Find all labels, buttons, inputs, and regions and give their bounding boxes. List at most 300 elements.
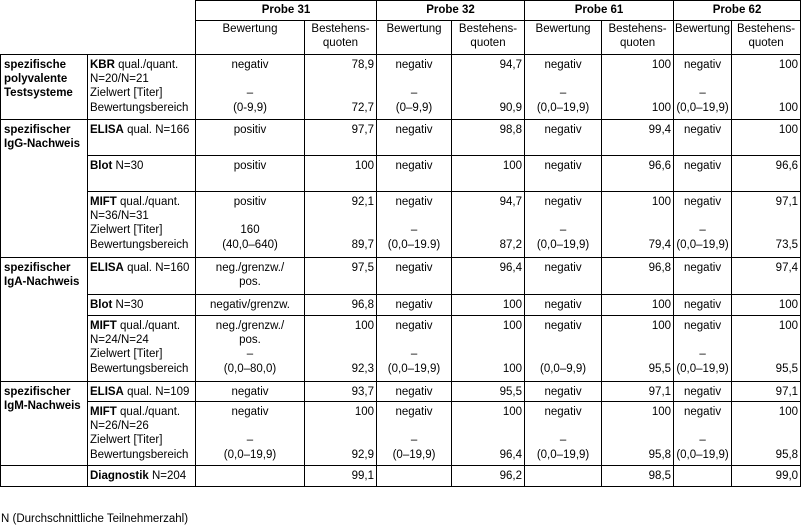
test-detail: Bewertungsbereich	[90, 101, 189, 114]
quote-value: 96,2	[452, 466, 525, 487]
quote-cell	[305, 295, 377, 316]
bewertung-value: (0–19,9)	[392, 448, 436, 461]
group-label	[1, 382, 88, 466]
quote-value	[732, 333, 798, 347]
bewertung-value: (0,0–9,9)	[540, 362, 587, 375]
bewertung-cell	[674, 402, 732, 466]
quote-value: 100	[651, 59, 672, 71]
test-detail: N=20/N=21	[90, 73, 149, 86]
test-detail: qual. N=160	[123, 262, 190, 274]
test-name: MIFT	[90, 320, 117, 332]
bewertung-value: (0,0–80,0)	[223, 362, 277, 375]
bewertung-value: negativ	[395, 262, 433, 274]
quote-value: 99,4	[648, 124, 672, 136]
bewertung-value: –	[699, 87, 706, 100]
group-label	[1, 120, 88, 258]
bewertung-value: (0,0–19,9)	[676, 362, 729, 375]
quote-value	[305, 275, 374, 289]
quote-cell	[452, 120, 525, 156]
quote-value: 100	[651, 101, 672, 114]
bewertung-cell	[674, 120, 732, 156]
sample-header: Probe 31	[196, 1, 377, 21]
bewertung-value: –	[410, 434, 418, 447]
quote-value: 92,1	[351, 196, 375, 208]
bewertung-cell	[196, 316, 305, 382]
bewertung-value: (0,0–19,9)	[676, 101, 729, 114]
bewertung-value	[674, 72, 731, 86]
quote-value	[732, 72, 798, 86]
quote-cell	[732, 382, 801, 402]
quote-cell	[305, 156, 377, 192]
quote-value: 100	[354, 406, 375, 418]
bewertung-cell	[525, 120, 602, 156]
quote-cell	[305, 316, 377, 382]
quote-value	[602, 419, 671, 433]
footnote: N (Durchschnittliche Teilnehmerzahl)	[1, 513, 189, 525]
quote-value	[305, 223, 374, 237]
sample-header: Probe 61	[525, 1, 674, 21]
col-header-bewertung: Bewertung	[525, 21, 602, 55]
bewertung-value	[196, 72, 304, 86]
quote-value: 97,1	[775, 386, 799, 398]
bewertung-value: negativ	[231, 59, 269, 71]
bewertung-value: –	[559, 87, 567, 100]
quote-cell	[602, 192, 674, 258]
bewertung-value: –	[410, 87, 418, 100]
bewertung-value: negativ	[684, 196, 722, 208]
bewertung-value: negativ	[395, 59, 433, 71]
quote-value: 94,7	[499, 59, 523, 71]
bewertung-value	[525, 275, 601, 289]
bewertung-cell	[674, 316, 732, 382]
bewertung-value: negativ	[544, 59, 582, 71]
test-name: ELISA	[90, 124, 124, 136]
quote-value: 73,5	[775, 238, 799, 251]
bewertung-value: (0,0–19,9)	[536, 101, 590, 114]
test-detail: Zielwert [Titer]	[90, 87, 163, 100]
bewertung-value: (0–9,9)	[395, 101, 433, 114]
bewertung-value: negativ	[395, 406, 433, 418]
test-detail: N=24/N=24	[90, 334, 149, 347]
quote-value	[452, 223, 522, 237]
bewertung-value	[674, 333, 731, 347]
quote-value: 92,9	[351, 448, 375, 461]
quote-value: 90,9	[499, 101, 523, 114]
quote-value: 100	[778, 101, 799, 114]
bewertung-value: negativ/grenzw.	[210, 299, 290, 311]
bewertung-value	[674, 209, 731, 223]
bewertung-value: positiv	[233, 160, 267, 172]
test-detail: qual./quant.	[116, 406, 181, 418]
bewertung-cell	[674, 466, 732, 487]
group-label-line: IgM-Nachweis	[4, 400, 81, 413]
quote-value: 72,7	[351, 101, 375, 114]
test-detail: N=26/N=26	[90, 420, 149, 433]
bewertung-value: negativ	[395, 160, 433, 172]
quote-value	[602, 223, 671, 237]
quote-value	[732, 223, 798, 237]
quote-value: 100	[651, 320, 672, 332]
bewertung-value: negativ	[395, 386, 433, 398]
bewertung-value	[377, 419, 451, 433]
test-detail: N=30	[112, 160, 144, 172]
bewertung-value: negativ	[544, 386, 582, 398]
bewertung-cell	[196, 402, 305, 466]
quote-cell	[602, 120, 674, 156]
bewertung-value: –	[246, 348, 254, 361]
quote-value: 100	[502, 160, 523, 172]
bewertung-value: (0,0–19,9)	[536, 448, 590, 461]
quote-cell	[732, 295, 801, 316]
group-label-line: spezifischer	[4, 386, 71, 398]
bewertung-cell	[377, 120, 452, 156]
bewertung-value: –	[246, 87, 254, 100]
bewertung-value: negativ	[684, 406, 722, 418]
quote-value: 99,0	[732, 466, 801, 487]
quote-value: 92,3	[351, 362, 375, 375]
quote-value	[732, 275, 798, 289]
quote-value: 100	[651, 196, 672, 208]
bewertung-value: (0,0–19,9)	[536, 238, 590, 251]
col-header-quote-line: Bestehens-	[311, 23, 370, 35]
quote-value: 98,8	[499, 124, 523, 136]
bewertung-cell	[196, 382, 305, 402]
quote-value: 100	[502, 320, 523, 332]
bewertung-cell	[674, 295, 732, 316]
bewertung-value	[377, 209, 451, 223]
bewertung-value: –	[410, 348, 418, 361]
table-row	[1, 55, 801, 120]
test-cell	[88, 156, 196, 192]
col-header-quote	[452, 21, 525, 55]
group-label-line: IgG-Nachweis	[4, 138, 81, 151]
bewertung-value	[377, 72, 451, 86]
bewertung-value: negativ	[395, 196, 433, 208]
bewertung-value	[674, 419, 731, 433]
bewertung-cell	[525, 192, 602, 258]
col-header-quote-line: quoten	[322, 37, 359, 50]
group-label	[1, 55, 88, 120]
quote-cell	[452, 402, 525, 466]
test-detail: Zielwert [Titer]	[90, 348, 163, 361]
test-cell	[88, 120, 196, 156]
quote-value: 96,4	[499, 262, 523, 274]
col-header-quote	[305, 21, 377, 55]
bewertung-value	[525, 333, 601, 347]
quote-value: 95,5	[775, 362, 799, 375]
group-label-line: spezifischer	[4, 262, 71, 274]
quote-cell	[305, 258, 377, 295]
quote-value: 97,1	[648, 386, 672, 398]
quote-value: 100	[778, 320, 799, 332]
quote-value	[305, 433, 374, 447]
quote-value	[305, 86, 374, 100]
col-header-quote-line: Bestehens-	[458, 23, 518, 35]
bewertung-cell	[525, 156, 602, 192]
quote-value	[452, 419, 522, 433]
bewertung-value: pos.	[239, 334, 261, 347]
test-detail: Zielwert [Titer]	[90, 224, 163, 237]
col-header-quote-line: Bestehens-	[608, 23, 667, 35]
test-detail: qual./quant.	[116, 196, 181, 208]
bewertung-cell	[525, 382, 602, 402]
bewertung-cell	[525, 258, 602, 295]
quote-value	[732, 347, 798, 361]
col-header-bewertung: Bewertung	[674, 21, 732, 55]
quote-cell	[602, 402, 674, 466]
col-header-quote	[602, 21, 674, 55]
quote-value: 95,5	[499, 386, 523, 398]
quote-value	[602, 72, 671, 86]
test-name: Diagnostik	[90, 470, 149, 482]
quote-cell	[602, 382, 674, 402]
bewertung-value: negativ	[684, 299, 722, 311]
bewertung-value: negativ	[395, 124, 433, 136]
bewertung-value: neg./grenzw./	[215, 320, 285, 332]
quote-value	[305, 347, 374, 361]
col-header-quote-line: quoten	[619, 37, 656, 50]
quote-value	[452, 347, 522, 361]
quote-value	[452, 275, 522, 289]
sample-header: Probe 62	[674, 1, 801, 21]
bewertung-value: (0,0–19,9)	[387, 362, 441, 375]
test-cell	[88, 402, 196, 466]
quote-value	[452, 86, 522, 100]
table-row	[1, 120, 801, 156]
quote-cell	[732, 402, 801, 466]
bewertung-value: negativ	[544, 320, 582, 332]
bewertung-value	[525, 72, 601, 86]
bewertung-cell	[377, 402, 452, 466]
bewertung-value: (0,0–19,9)	[223, 448, 277, 461]
quote-value: 94,7	[499, 196, 523, 208]
test-cell	[88, 466, 196, 487]
col-header-bewertung: Bewertung	[196, 21, 305, 55]
bewertung-value: negativ	[684, 262, 722, 274]
quote-value: 100	[651, 299, 672, 311]
quote-value: 100	[778, 124, 799, 136]
bewertung-value: pos.	[239, 276, 261, 289]
quote-value	[602, 86, 671, 100]
bewertung-value: –	[559, 434, 567, 447]
quote-cell	[452, 192, 525, 258]
group-label-line: Testsysteme	[4, 87, 73, 100]
bewertung-value: negativ	[544, 406, 582, 418]
test-cell	[88, 55, 196, 120]
quote-value	[452, 333, 522, 347]
quote-value: 79,4	[648, 238, 672, 251]
table-row	[1, 295, 801, 316]
quote-value	[452, 433, 522, 447]
bewertung-value: –	[410, 224, 418, 237]
col-header-quote	[732, 21, 801, 55]
bewertung-cell	[196, 120, 305, 156]
table-row	[1, 156, 801, 192]
test-detail: N=30	[112, 299, 144, 311]
group-label-line: IgA-Nachweis	[4, 276, 80, 289]
quote-value: 100	[502, 299, 523, 311]
quote-value: 98,5	[602, 466, 674, 487]
bewertung-value: –	[559, 224, 567, 237]
quote-value	[305, 419, 374, 433]
bewertung-cell	[674, 258, 732, 295]
quote-value	[452, 72, 522, 86]
quote-cell	[452, 316, 525, 382]
bewertung-cell	[674, 156, 732, 192]
bewertung-cell	[525, 55, 602, 120]
quote-value: 100	[651, 406, 672, 418]
quote-cell	[732, 316, 801, 382]
group-label-line: polyvalente	[4, 73, 68, 86]
quote-value: 100	[354, 160, 375, 172]
bewertung-value: positiv	[233, 196, 267, 208]
bewertung-cell	[525, 466, 602, 487]
bewertung-value	[525, 347, 601, 361]
col-header-quote-line: quoten	[470, 37, 506, 50]
bewertung-value: (0,0–19,9)	[676, 448, 729, 461]
bewertung-cell	[196, 55, 305, 120]
col-header-quote-line: Bestehens-	[736, 23, 796, 35]
bewertung-value: negativ	[684, 124, 722, 136]
bewertung-cell	[196, 258, 305, 295]
quote-cell	[305, 192, 377, 258]
quote-value: 87,2	[499, 238, 523, 251]
quote-value: 95,8	[775, 448, 799, 461]
quote-cell	[452, 382, 525, 402]
quote-cell	[602, 156, 674, 192]
quote-cell	[305, 382, 377, 402]
quote-value: 100	[778, 59, 799, 71]
quote-value	[732, 433, 798, 447]
test-detail: qual./quant.	[116, 320, 181, 332]
test-cell	[88, 295, 196, 316]
quote-value	[452, 209, 522, 223]
quote-value	[602, 433, 671, 447]
test-cell	[88, 192, 196, 258]
quote-cell	[732, 120, 801, 156]
quote-value	[602, 333, 671, 347]
bewertung-value: –	[246, 434, 254, 447]
test-detail: Bewertungsbereich	[90, 448, 189, 461]
sample-header: Probe 32	[377, 1, 525, 21]
diagnostik-row	[1, 466, 801, 487]
quote-value: 100	[502, 406, 523, 418]
group-label-line: spezifische	[4, 59, 66, 71]
quote-value: 99,1	[305, 466, 377, 487]
quote-value	[305, 333, 374, 347]
bewertung-value: neg./grenzw./	[215, 262, 285, 274]
quote-cell	[452, 55, 525, 120]
quote-value	[602, 275, 671, 289]
table-row	[1, 316, 801, 382]
bewertung-value: negativ	[544, 262, 582, 274]
test-detail: qual./quant.	[114, 59, 179, 71]
bewertung-value: negativ	[395, 320, 433, 332]
test-name: ELISA	[90, 386, 124, 398]
test-name: ELISA	[90, 262, 124, 274]
quote-value: 97,1	[775, 196, 799, 208]
col-header-bewertung: Bewertung	[377, 21, 452, 55]
bewertung-cell	[525, 316, 602, 382]
table-row	[1, 402, 801, 466]
quote-cell	[732, 258, 801, 295]
test-detail: N=204	[148, 470, 187, 482]
bewertung-cell	[377, 258, 452, 295]
bewertung-value: –	[699, 434, 706, 447]
bewertung-cell	[377, 466, 452, 487]
quote-cell	[305, 120, 377, 156]
bewertung-cell	[377, 295, 452, 316]
quote-cell	[305, 55, 377, 120]
bewertung-value: –	[699, 348, 706, 361]
bewertung-value: (40,0–640)	[222, 238, 278, 251]
test-name: MIFT	[90, 196, 117, 208]
bewertung-value: –	[699, 224, 706, 237]
bewertung-value	[377, 275, 451, 289]
bewertung-value: (0,0–19.9)	[387, 238, 441, 251]
sample-header-row	[1, 1, 801, 21]
quote-cell	[602, 295, 674, 316]
bewertung-cell	[196, 192, 305, 258]
bewertung-cell	[525, 295, 602, 316]
bewertung-cell	[377, 55, 452, 120]
bewertung-value	[525, 209, 601, 223]
quote-cell	[602, 258, 674, 295]
quote-value: 78,9	[351, 59, 375, 71]
quote-cell	[602, 55, 674, 120]
table-row	[1, 258, 801, 295]
bewertung-cell	[525, 402, 602, 466]
quote-value: 96,8	[351, 299, 375, 311]
test-cell	[88, 316, 196, 382]
test-detail: qual. N=109	[123, 386, 190, 398]
quote-cell	[732, 192, 801, 258]
bewertung-value: negativ	[684, 386, 722, 398]
bewertung-value	[196, 419, 304, 433]
quote-value: 97,7	[351, 124, 375, 136]
bewertung-cell	[377, 382, 452, 402]
quote-value: 100	[778, 406, 799, 418]
bewertung-value: negativ	[395, 299, 433, 311]
group-label	[1, 258, 88, 382]
bewertung-cell	[674, 382, 732, 402]
test-detail: Zielwert [Titer]	[90, 434, 163, 447]
test-name: KBR	[90, 59, 115, 71]
quote-cell	[602, 316, 674, 382]
quote-value	[732, 209, 798, 223]
bewertung-value	[196, 209, 304, 223]
quote-value	[602, 209, 671, 223]
bewertung-value: (0-9,9)	[233, 101, 267, 114]
bewertung-value: negativ	[231, 406, 269, 418]
quote-value: 100	[502, 362, 523, 375]
quote-value: 96,8	[648, 262, 672, 274]
quote-value: 95,5	[648, 362, 672, 375]
quote-value: 96,4	[499, 448, 523, 461]
bewertung-value	[377, 333, 451, 347]
bewertung-cell	[377, 316, 452, 382]
table-row	[1, 192, 801, 258]
quote-value: 97,4	[775, 262, 799, 274]
bewertung-cell	[196, 295, 305, 316]
column-header-row	[1, 21, 801, 55]
quote-cell	[452, 258, 525, 295]
col-header-quote-line: quoten	[748, 37, 784, 50]
test-cell	[88, 382, 196, 402]
bewertung-value: 160	[240, 224, 260, 237]
bewertung-cell	[196, 156, 305, 192]
quote-value	[732, 419, 798, 433]
